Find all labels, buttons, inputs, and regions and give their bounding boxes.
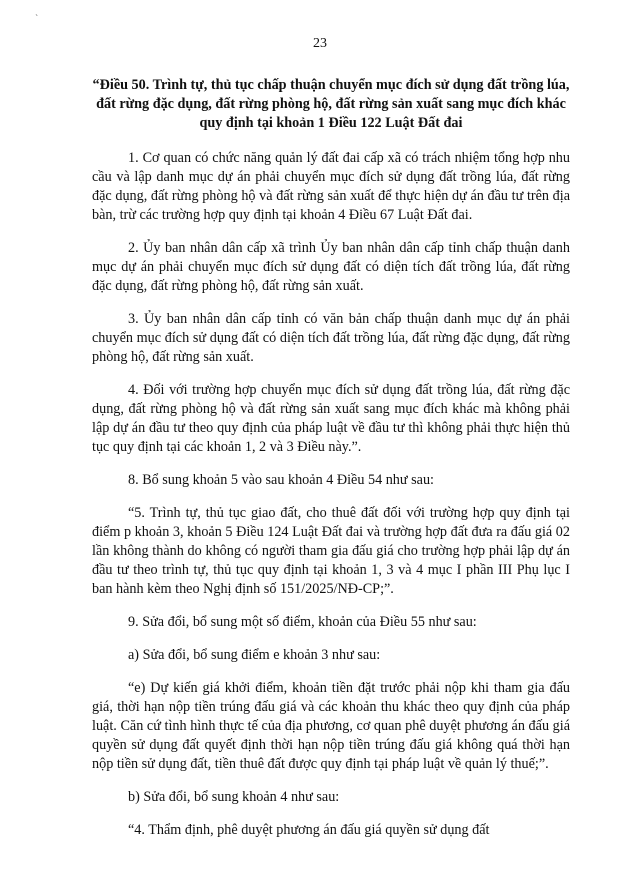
article-title: “Điều 50. Trình tự, thủ tục chấp thuận chuyển mục đích sử dụng đất trồng lúa, đất rừng đặc dụng, đất rừng phòng hộ, đất rừng sản xuất sang mục đích khác quy định tại khoản 1 Điều 122 Luật Đất đai [92,77,570,131]
paragraph-clause-1: 1. Cơ quan có chức năng quản lý đất đai cấp xã có trách nhiệm tổng hợp nhu cầu và lập danh mục dự án phải chuyển mục đích sử dụng đất trồng lúa, đất rừng đặc dụng, đất rừng phòng hộ và đất rừng sản xuất để thực hiện dự án đầu tư trên địa bàn, trừ các trường hợp quy định tại khoản 4 Điều 67 Luật Đất đai. [92,150,570,223]
paragraph-point-a: a) Sửa đổi, bổ sung điểm e khoản 3 như sau: [128,647,381,663]
paragraph-clause-2: 2. Ủy ban nhân dân cấp xã trình Ủy ban nhân dân cấp tỉnh chấp thuận danh mục dự án phải chuyển mục đích sử dụng đất có diện tích đất trồng lúa, đất rừng đặc dụng, đất rừng phòng hộ, đất rừng sản xuất. [92,240,570,294]
paragraph-clause-3: 3. Ủy ban nhân dân cấp tỉnh có văn bản chấp thuận danh mục dự án phải chuyển mục đích sử dụng đất có diện tích đất trồng lúa, đất rừng đặc dụng, đất rừng phòng hộ, đất rừng sản xuất. [92,311,570,365]
paragraph-amendment-8: 8. Bổ sung khoản 5 vào sau khoản 4 Điều 54 như sau: [128,472,434,488]
document-body [92,76,570,854]
paragraph-point-e-quote: “e) Dự kiến giá khởi điểm, khoản tiền đặt trước phải nộp khi tham gia đấu giá, thời hạn nộp tiền trúng đấu giá và các khoản thu khác theo quy định của pháp luật. Căn cứ tình hình thực tế của địa phương, cơ quan phê duyệt phương án đấu giá quyền sử dụng đất quyết định thời hạn nộp tiền trúng đấu giá không quá thời hạn nộp tiền sử dụng đất, tiền thuê đất được quy định tại pháp luật về quản lý thuế;”. [92,680,570,772]
paragraph-clause-4: 4. Đối với trường hợp chuyển mục đích sử dụng đất trồng lúa, đất rừng đặc dụng, đất rừng phòng hộ và đất rừng sản xuất sang mục đích khác mà không phải lập dự án đầu tư theo quy định của pháp luật về đầu tư thì không phải thực hiện thủ tục quy định tại các khoản 1, 2 và 3 Điều này.”. [92,382,570,455]
page-number: 23 [313,36,327,51]
paragraph-amendment-9: 9. Sửa đổi, bổ sung một số điểm, khoản của Điều 55 như sau: [128,614,477,630]
paragraph-clause-4-quote: “4. Thẩm định, phê duyệt phương án đấu giá quyền sử dụng đất [128,822,490,838]
paragraph-clause-5-quote: “5. Trình tự, thủ tục giao đất, cho thuê đất đối với trường hợp quy định tại điểm p khoản 3, khoản 5 Điều 124 Luật Đất đai và trường hợp đất đưa ra đấu giá 02 lần không thành do không có người tham gia đấu giá cho trường hợp phải lập dự án đầu tư theo trình tự, thủ tục quy định tại khoản 1, 3 và 4 mục I phần III Phụ lục I ban hành kèm theo Nghị định số 151/2025/NĐ-CP;”. [92,505,570,597]
paragraph-point-b: b) Sửa đổi, bổ sung khoản 4 như sau: [128,789,340,805]
